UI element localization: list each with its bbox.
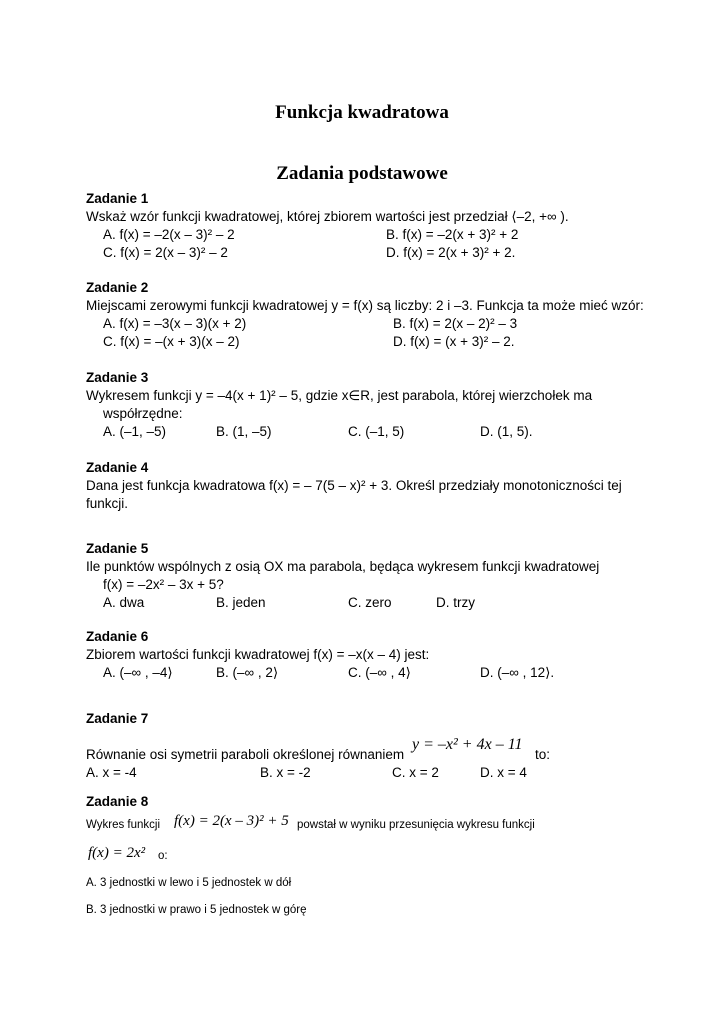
task-text-continued: f(x) = –2x² – 3x + 5? — [103, 577, 224, 592]
task-title: Zadanie 5 — [86, 541, 149, 556]
option-c: C. x = 2 — [392, 765, 439, 780]
task-text: Wykres funkcji — [86, 819, 161, 831]
task-title: Zadanie 8 — [86, 794, 149, 809]
task-text-after: powstał w wyniku przesunięcia wykresu funkcji — [297, 819, 535, 831]
option-c: C. f(x) = –(x + 3)(x – 2) — [103, 334, 240, 349]
option-b: B. x = -2 — [260, 765, 311, 780]
task-7 — [86, 710, 646, 782]
option-b: B. (–∞ , 2⟩ — [216, 665, 279, 680]
option-d: D. f(x) = 2(x + 3)² + 2. — [386, 245, 516, 260]
option-a: A. f(x) = –2(x – 3)² – 2 — [103, 227, 235, 242]
task-text-continued: współrzędne: — [103, 406, 183, 421]
task-text: Dana jest funkcja kwadratowa f(x) = – 7(5 – x)² + 3. Określ przedziały monotoniczności tej — [86, 478, 622, 493]
task-text: Zbiorem wartości funkcji kwadratowej f(x) = –x(x – 4) jest: — [86, 647, 430, 662]
option-a: A. f(x) = –3(x – 3)(x + 2) — [103, 316, 247, 331]
option-b: B. 3 jednostki w prawo i 5 jednostek w górę — [86, 904, 307, 916]
option-c: C. zero — [348, 595, 392, 610]
task-3 — [86, 369, 646, 441]
option-d: D. x = 4 — [480, 765, 527, 780]
task-title: Zadanie 2 — [86, 280, 149, 295]
option-a: A. (–∞ , –4⟩ — [103, 665, 173, 680]
task-text: Wykresem funkcji y = –4(x + 1)² – 5, gdzie x∈R, jest parabola, której wierzchołek ma — [86, 388, 593, 403]
task-text-after-2: o: — [158, 850, 168, 862]
task-title: Zadanie 6 — [86, 629, 149, 644]
task-text: Równanie osi symetrii paraboli określonej równaniem — [86, 747, 405, 762]
task-4 — [86, 459, 646, 513]
option-c: C. (–∞ , 4⟩ — [348, 665, 411, 680]
task-6 — [86, 628, 646, 682]
option-b: B. f(x) = –2(x + 3)² + 2 — [386, 227, 519, 242]
option-b: B. (1, –5) — [216, 424, 272, 439]
option-c: C. f(x) = 2(x – 3)² – 2 — [103, 245, 228, 260]
page-title: Funkcja kwadratowa — [275, 102, 449, 123]
page-subtitle: Zadania podstawowe — [276, 163, 448, 184]
task-text: Miejscami zerowymi funkcji kwadratowej y = f(x) są liczby: 2 i –3. Funkcja ta może mieć wzór: — [86, 298, 644, 313]
task-text-row — [86, 728, 646, 760]
option-c: C. (–1, 5) — [348, 424, 405, 439]
task-8 — [86, 793, 646, 916]
option-a: A. dwa — [103, 595, 145, 610]
option-b: B. f(x) = 2(x – 2)² – 3 — [393, 316, 518, 331]
task-text-row — [86, 811, 646, 837]
option-d: D. f(x) = (x + 3)² – 2. — [393, 334, 515, 349]
task-title: Zadanie 3 — [86, 370, 149, 385]
option-a: A. 3 jednostki w lewo i 5 jednostek w dół — [86, 877, 292, 889]
equation-shifted: f(x) = 2(x – 3)² + 5 — [174, 813, 289, 829]
task-2 — [86, 279, 646, 351]
task-text-continued: funkcji. — [86, 496, 129, 511]
task-title: Zadanie 4 — [86, 460, 149, 475]
option-d: D. (–∞ , 12⟩. — [480, 665, 555, 680]
equation-base: f(x) = 2x² — [88, 845, 146, 861]
task-5 — [86, 540, 646, 612]
task-text-row-2 — [86, 837, 646, 871]
task-text: Wskaż wzór funkcji kwadratowej, której zbiorem wartości jest przedział ⟨–2, +∞ ). — [86, 209, 569, 224]
option-a: A. (–1, –5) — [103, 424, 167, 439]
option-a: A. x = -4 — [86, 765, 137, 780]
task-1 — [86, 190, 646, 262]
option-d: D. trzy — [436, 595, 475, 610]
option-b: B. jeden — [216, 595, 266, 610]
task-text: Ile punktów wspólnych z osią OX ma parabola, będąca wykresem funkcji kwadratowej — [86, 559, 600, 574]
option-d: D. (1, 5). — [480, 424, 533, 439]
equation: y = –x² + 4x – 11 — [412, 736, 523, 753]
task-title: Zadanie 1 — [86, 191, 149, 206]
task-text-after: to: — [535, 747, 551, 762]
task-title: Zadanie 7 — [86, 711, 149, 726]
